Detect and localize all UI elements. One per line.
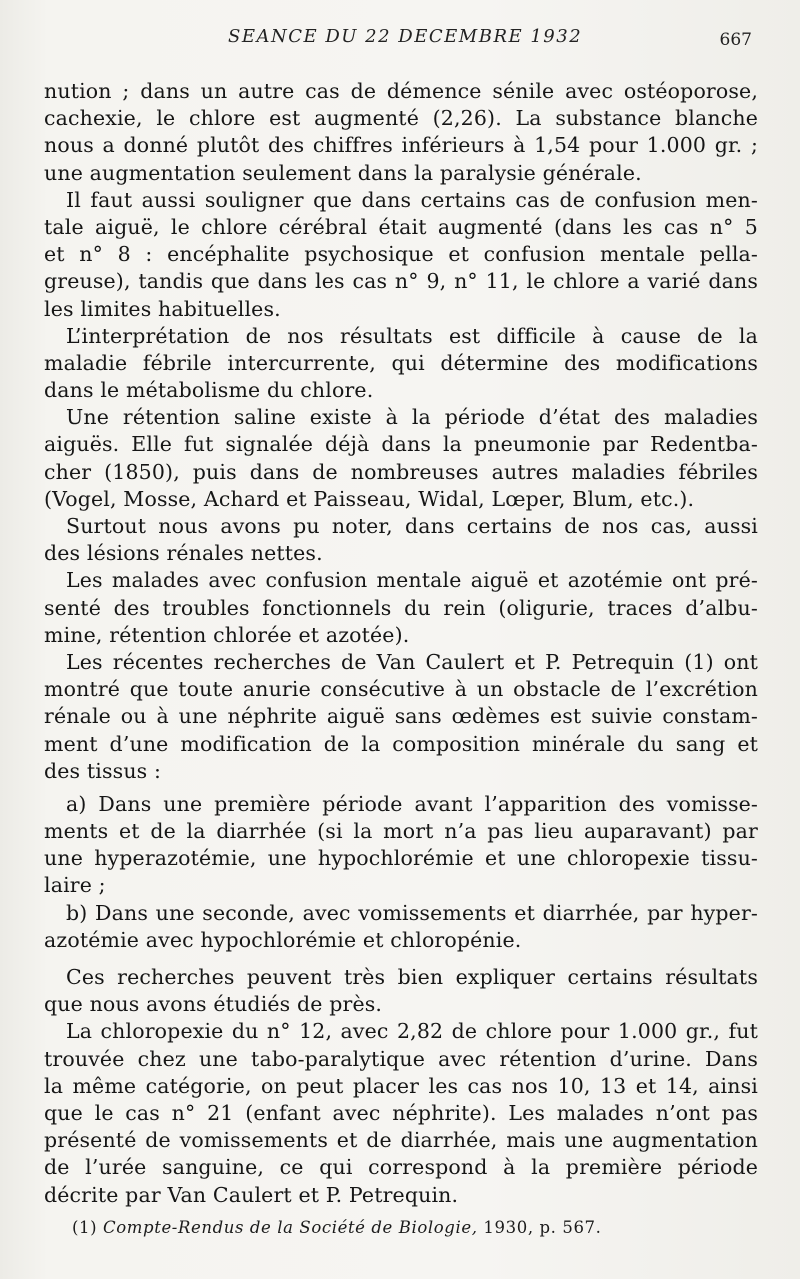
text-line: une hyperazotémie, une hypochlorémie et une chloropexie tissu- [44,846,758,871]
text-line: nution ; dans un autre cas de démence sénile avec ostéoporose, [44,79,758,103]
running-head [0,26,800,56]
text-line: présenté de vomissements et de diarrhée, mais une augmentation [44,1128,758,1153]
text-line: L’interprétation de nos résultats est difficile à cause de la [66,323,758,348]
text-line: trouvée chez une tabo-paralytique avec rétention d’urine. Dans [44,1046,758,1071]
text-line: Ces recherches peuvent très bien expliquer certains résultats [66,965,758,989]
text-line: greuse), tandis que dans les cas n° 9, n° 11, le chlore a varié dans [44,269,758,294]
body-text [44,78,758,1209]
text-line: que nous avons étudiés de près. [44,992,383,1017]
text-line: décrite par Van Caulert et P. Petrequin. [44,1182,459,1207]
text-line: La chloropexie du n° 12, avec 2,82 de chlore pour 1.000 gr., fut [66,1019,758,1044]
text-line: aiguës. Elle fut signalée déjà dans la pneumonie par Redentba- [44,432,758,457]
list-item-b: b) Dans une seconde, avec vomissements et diarrhée, par hyper- [66,900,758,925]
footnote-source: Compte-Rendus de la Société de Biologie, [103,1218,478,1237]
text-line: des lésions rénales nettes. [44,541,323,566]
text-line: Surtout nous avons pu noter, dans certains de nos cas, aussi [66,514,758,538]
text-line: cachexie, le chlore est augmenté (2,26). La substance blanche [44,106,758,131]
text-line: des tissus : [44,758,162,783]
text-line: tale aiguë, le chlore cérébral était augmenté (dans les cas n° 5 [44,214,758,239]
text-line: ments et de la diarrhée (si la mort n’a pas lieu auparavant) par [44,819,758,844]
page-number: 667 [719,30,752,50]
text-line: (Vogel, Mosse, Achard et Paisseau, Widal, Lœper, Blum, etc.). [44,486,695,511]
text-line: les limites habituelles. [44,296,281,321]
text-line: cher (1850), puis dans de nombreuses autres maladies fébriles [44,459,758,484]
text-line: Les malades avec confusion mentale aiguë et azotémie ont pré- [66,568,758,593]
text-line: que le cas n° 21 (enfant avec néphrite). Les malades n’ont pas [44,1100,758,1125]
text-line: une augmentation seulement dans la paralysie générale. [44,160,642,185]
running-title: SEANCE DU 22 DECEMBRE 1932 [228,26,583,47]
text-line: Il faut aussi souligner que dans certains cas de confusion men- [66,187,758,212]
text-line: azotémie avec hypochlorémie et chloropénie. [44,927,522,952]
footnote [72,1218,602,1237]
text-line: Les récentes recherches de Van Caulert et P. Petrequin (1) ont [66,649,758,674]
text-line: nous a donné plutôt des chiffres inférieurs à 1,54 pour 1.000 gr. ; [44,133,758,158]
footnote-details: 1930, p. 567. [483,1218,602,1237]
text-line: la même catégorie, on peut placer les cas nos 10, 13 et 14, ainsi [44,1073,758,1098]
text-line: rénale ou à une néphrite aiguë sans œdèmes est suivie constam- [44,704,758,729]
text-line: Une rétention saline existe à la période d’état des maladies [66,405,758,430]
list-item-a: a) Dans une première période avant l’apparition des vomisse- [66,791,758,816]
text-line: de l’urée sanguine, ce qui correspond à la première période [44,1155,758,1180]
text-line: mine, rétention chlorée et azotée). [44,622,410,647]
text-line: senté des troubles fonctionnels du rein (oligurie, traces d’albu- [44,595,758,620]
footnote-marker: (1) [72,1218,98,1237]
text-line: laire ; [44,873,106,898]
text-line: dans le métabolisme du chlore. [44,378,374,403]
text-line: ment d’une modification de la composition minérale du sang et [44,731,758,756]
text-line: montré que toute anurie consécutive à un obstacle de l’excrétion [44,677,758,702]
text-line: et n° 8 : encéphalite psychosique et confusion mentale pella- [44,242,758,267]
text-line: maladie fébrile intercurrente, qui détermine des modifications [44,350,758,375]
